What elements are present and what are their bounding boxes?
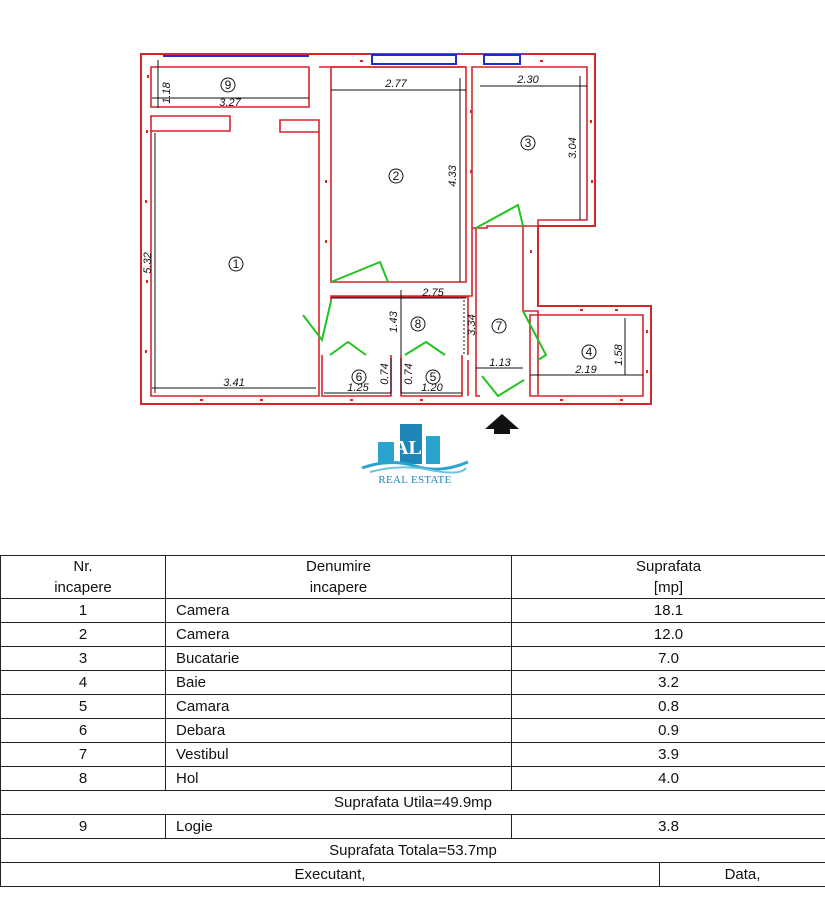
room-name: Logie <box>166 815 512 839</box>
room-area: 18.1 <box>512 599 825 623</box>
header-suprafata-line1: Suprafata <box>635 558 702 575</box>
header-denumire-line1: Denumire <box>305 558 372 575</box>
dim-label: 3.27 <box>219 97 241 109</box>
room-area: 7.0 <box>512 647 825 671</box>
wall-hatching <box>145 60 648 401</box>
room-nr: 3 <box>1 647 166 671</box>
dim-label: 3.34 <box>466 314 478 336</box>
room-name: Camara <box>166 695 512 719</box>
total-row <box>1 839 825 863</box>
data-label: Data, <box>660 863 825 887</box>
dim-label: 3.41 <box>223 377 245 389</box>
table-row <box>1 671 825 695</box>
room-nr: 9 <box>1 815 166 839</box>
table-row <box>1 647 825 671</box>
room-number-3: 3 <box>524 136 532 150</box>
header-nr <box>1 556 166 599</box>
room-name: Bucatarie <box>166 647 512 671</box>
dim-label: 1.18 <box>161 82 173 104</box>
room-name: Debara <box>166 719 512 743</box>
dim-label: 0.74 <box>379 363 391 385</box>
room-area: 0.9 <box>512 719 825 743</box>
table-row <box>1 623 825 647</box>
dim-label: 2.77 <box>385 78 407 90</box>
room-nr: 2 <box>1 623 166 647</box>
subtotal-row <box>1 791 825 815</box>
room-nr: 8 <box>1 767 166 791</box>
room-number-4: 4 <box>585 345 593 359</box>
windows <box>163 55 520 64</box>
dim-label: 4.33 <box>447 165 459 187</box>
room-number-6: 6 <box>355 370 363 384</box>
footer-row <box>1 863 825 887</box>
dim-label: 1.13 <box>489 357 511 369</box>
entrance-arrow-icon <box>485 414 519 434</box>
table-row <box>1 695 825 719</box>
room-nr: 4 <box>1 671 166 695</box>
room-number-5: 5 <box>429 370 437 384</box>
table-row <box>1 767 825 791</box>
logo-initials: AL <box>394 437 422 459</box>
room-number-8: 8 <box>414 317 422 331</box>
room-area-table <box>0 555 825 887</box>
room-area: 12.0 <box>512 623 825 647</box>
dim-label: 2.30 <box>517 74 539 86</box>
room-name: Camera <box>166 623 512 647</box>
room-name: Hol <box>166 767 512 791</box>
room-name: Vestibul <box>166 743 512 767</box>
header-nr-line2: incapere <box>54 579 112 596</box>
executant-label: Executant, <box>1 863 660 887</box>
interior-walls <box>150 67 643 396</box>
table-row <box>1 815 825 839</box>
dim-label: 2.75 <box>422 287 444 299</box>
room-number-2: 2 <box>392 169 400 183</box>
dim-label: 1.25 <box>347 382 369 394</box>
room-number-7: 7 <box>495 319 503 333</box>
room-markers <box>221 78 596 384</box>
room-nr: 6 <box>1 719 166 743</box>
room-nr: 7 <box>1 743 166 767</box>
table-row <box>1 719 825 743</box>
dim-label: 1.43 <box>388 311 400 333</box>
room-name: Camera <box>166 599 512 623</box>
dim-label: 0.74 <box>403 363 415 385</box>
room-name: Baie <box>166 671 512 695</box>
dim-label: 1.58 <box>613 344 625 366</box>
dim-label: 1.20 <box>421 382 443 394</box>
table-row <box>1 743 825 767</box>
room-number-9: 9 <box>224 78 232 92</box>
logo-text: REAL ESTATE <box>378 474 452 486</box>
header-suprafata <box>512 556 825 599</box>
header-denumire <box>166 556 512 599</box>
dim-label: 2.19 <box>575 364 597 376</box>
table-row <box>1 599 825 623</box>
total-label: Suprafata Totala=53.7mp <box>1 839 825 863</box>
dim-label: 5.32 <box>142 252 154 274</box>
room-area: 3.9 <box>512 743 825 767</box>
dim-label: 3.04 <box>567 137 579 159</box>
room-nr: 5 <box>1 695 166 719</box>
subtotal-label: Suprafata Utila=49.9mp <box>1 791 825 815</box>
table-header-row <box>1 556 825 599</box>
room-area: 3.8 <box>512 815 825 839</box>
room-area: 4.0 <box>512 767 825 791</box>
room-area: 3.2 <box>512 671 825 695</box>
header-denumire-line2: incapere <box>309 579 368 596</box>
header-nr-line1: Nr. <box>73 558 93 575</box>
company-logo <box>360 418 470 490</box>
room-area: 0.8 <box>512 695 825 719</box>
room-nr: 1 <box>1 599 166 623</box>
header-suprafata-line2: [mp] <box>653 579 684 596</box>
room-number-1: 1 <box>232 257 240 271</box>
